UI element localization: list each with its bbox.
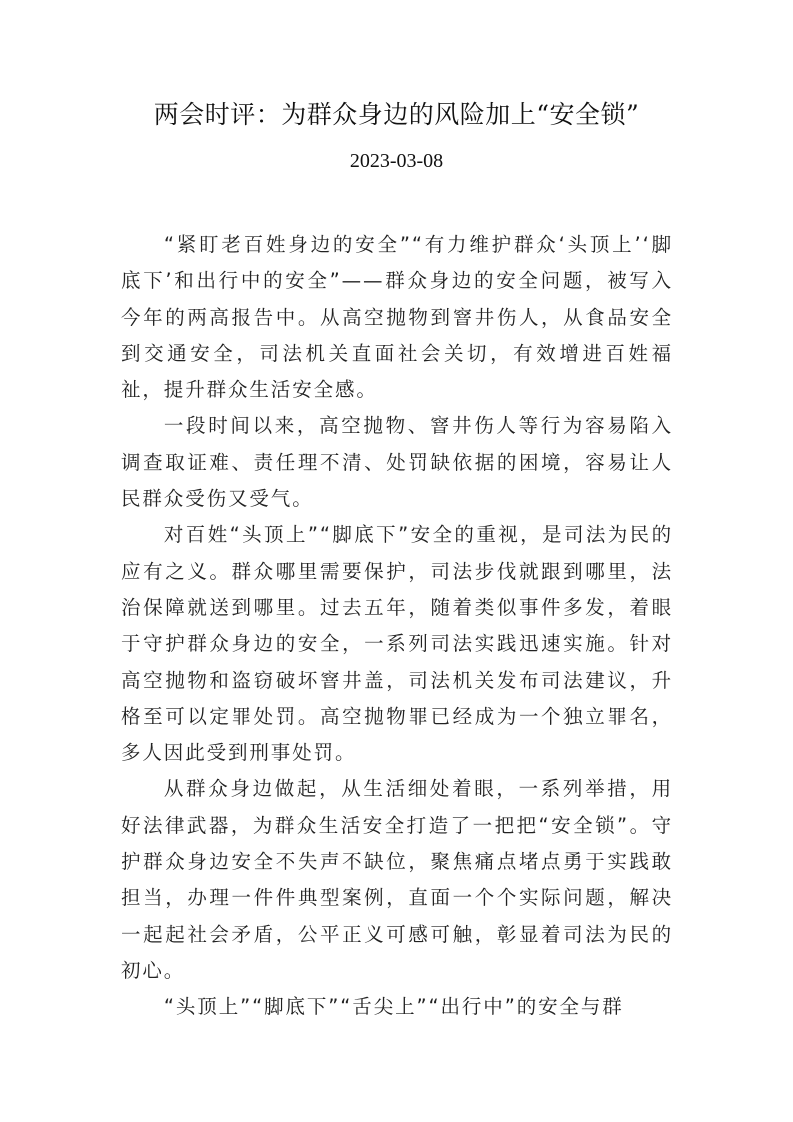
paragraph-3: 对百姓“头顶上”“脚底下”安全的重视，是司法为民的应有之义。群众哪里需要保护，司法步伐就跟到哪里，法治保障就送到哪里。过去五年，随着类似事件多发，着眼于守护群众身边的安全，一系列司法实践迅速实施。针对高空抛物和盗窃破坏窨井盖，司法机关发布司法建议，升格至可以定罪处罚。高空抛物罪已经成为一个独立罪名，多人因此受到刑事处罚。	[121, 523, 673, 765]
paragraph-4: 从群众身边做起，从生活细处着眼，一系列举措，用好法律武器，为群众生活安全打造了一把把“安全锁”。守护群众身边安全不失声不缺位，聚焦痛点堵点勇于实践敢担当，办理一件件典型案例，直面一个个实际问题，解决一起起社会矛盾，公平正义可感可触，彰显着司法为民的初心。	[121, 777, 673, 982]
article-body	[121, 227, 673, 1026]
publish-date: 2023-03-08	[349, 150, 444, 172]
paragraph-5: “头顶上”“脚底下”“舌尖上”“出行中”的安全与群	[163, 995, 624, 1019]
paragraph-2: 一段时间以来，高空抛物、窨井伤人等行为容易陷入调查取证难、责任理不清、处罚缺依据的困境，容易让人民群众受伤又受气。	[121, 414, 673, 511]
paragraph-1: “紧盯老百姓身边的安全”“有力维护群众‘头顶上’‘脚底下’和出行中的安全”——群众身边的安全问题，被写入今年的两高报告中。从高空抛物到窨井伤人，从食品安全到交通安全，司法机关直面社会关切，有效增进百姓福祉，提升群众生活安全感。	[121, 233, 673, 402]
article-title: 两会时评：为群众身边的风险加上“安全锁”	[153, 100, 640, 129]
